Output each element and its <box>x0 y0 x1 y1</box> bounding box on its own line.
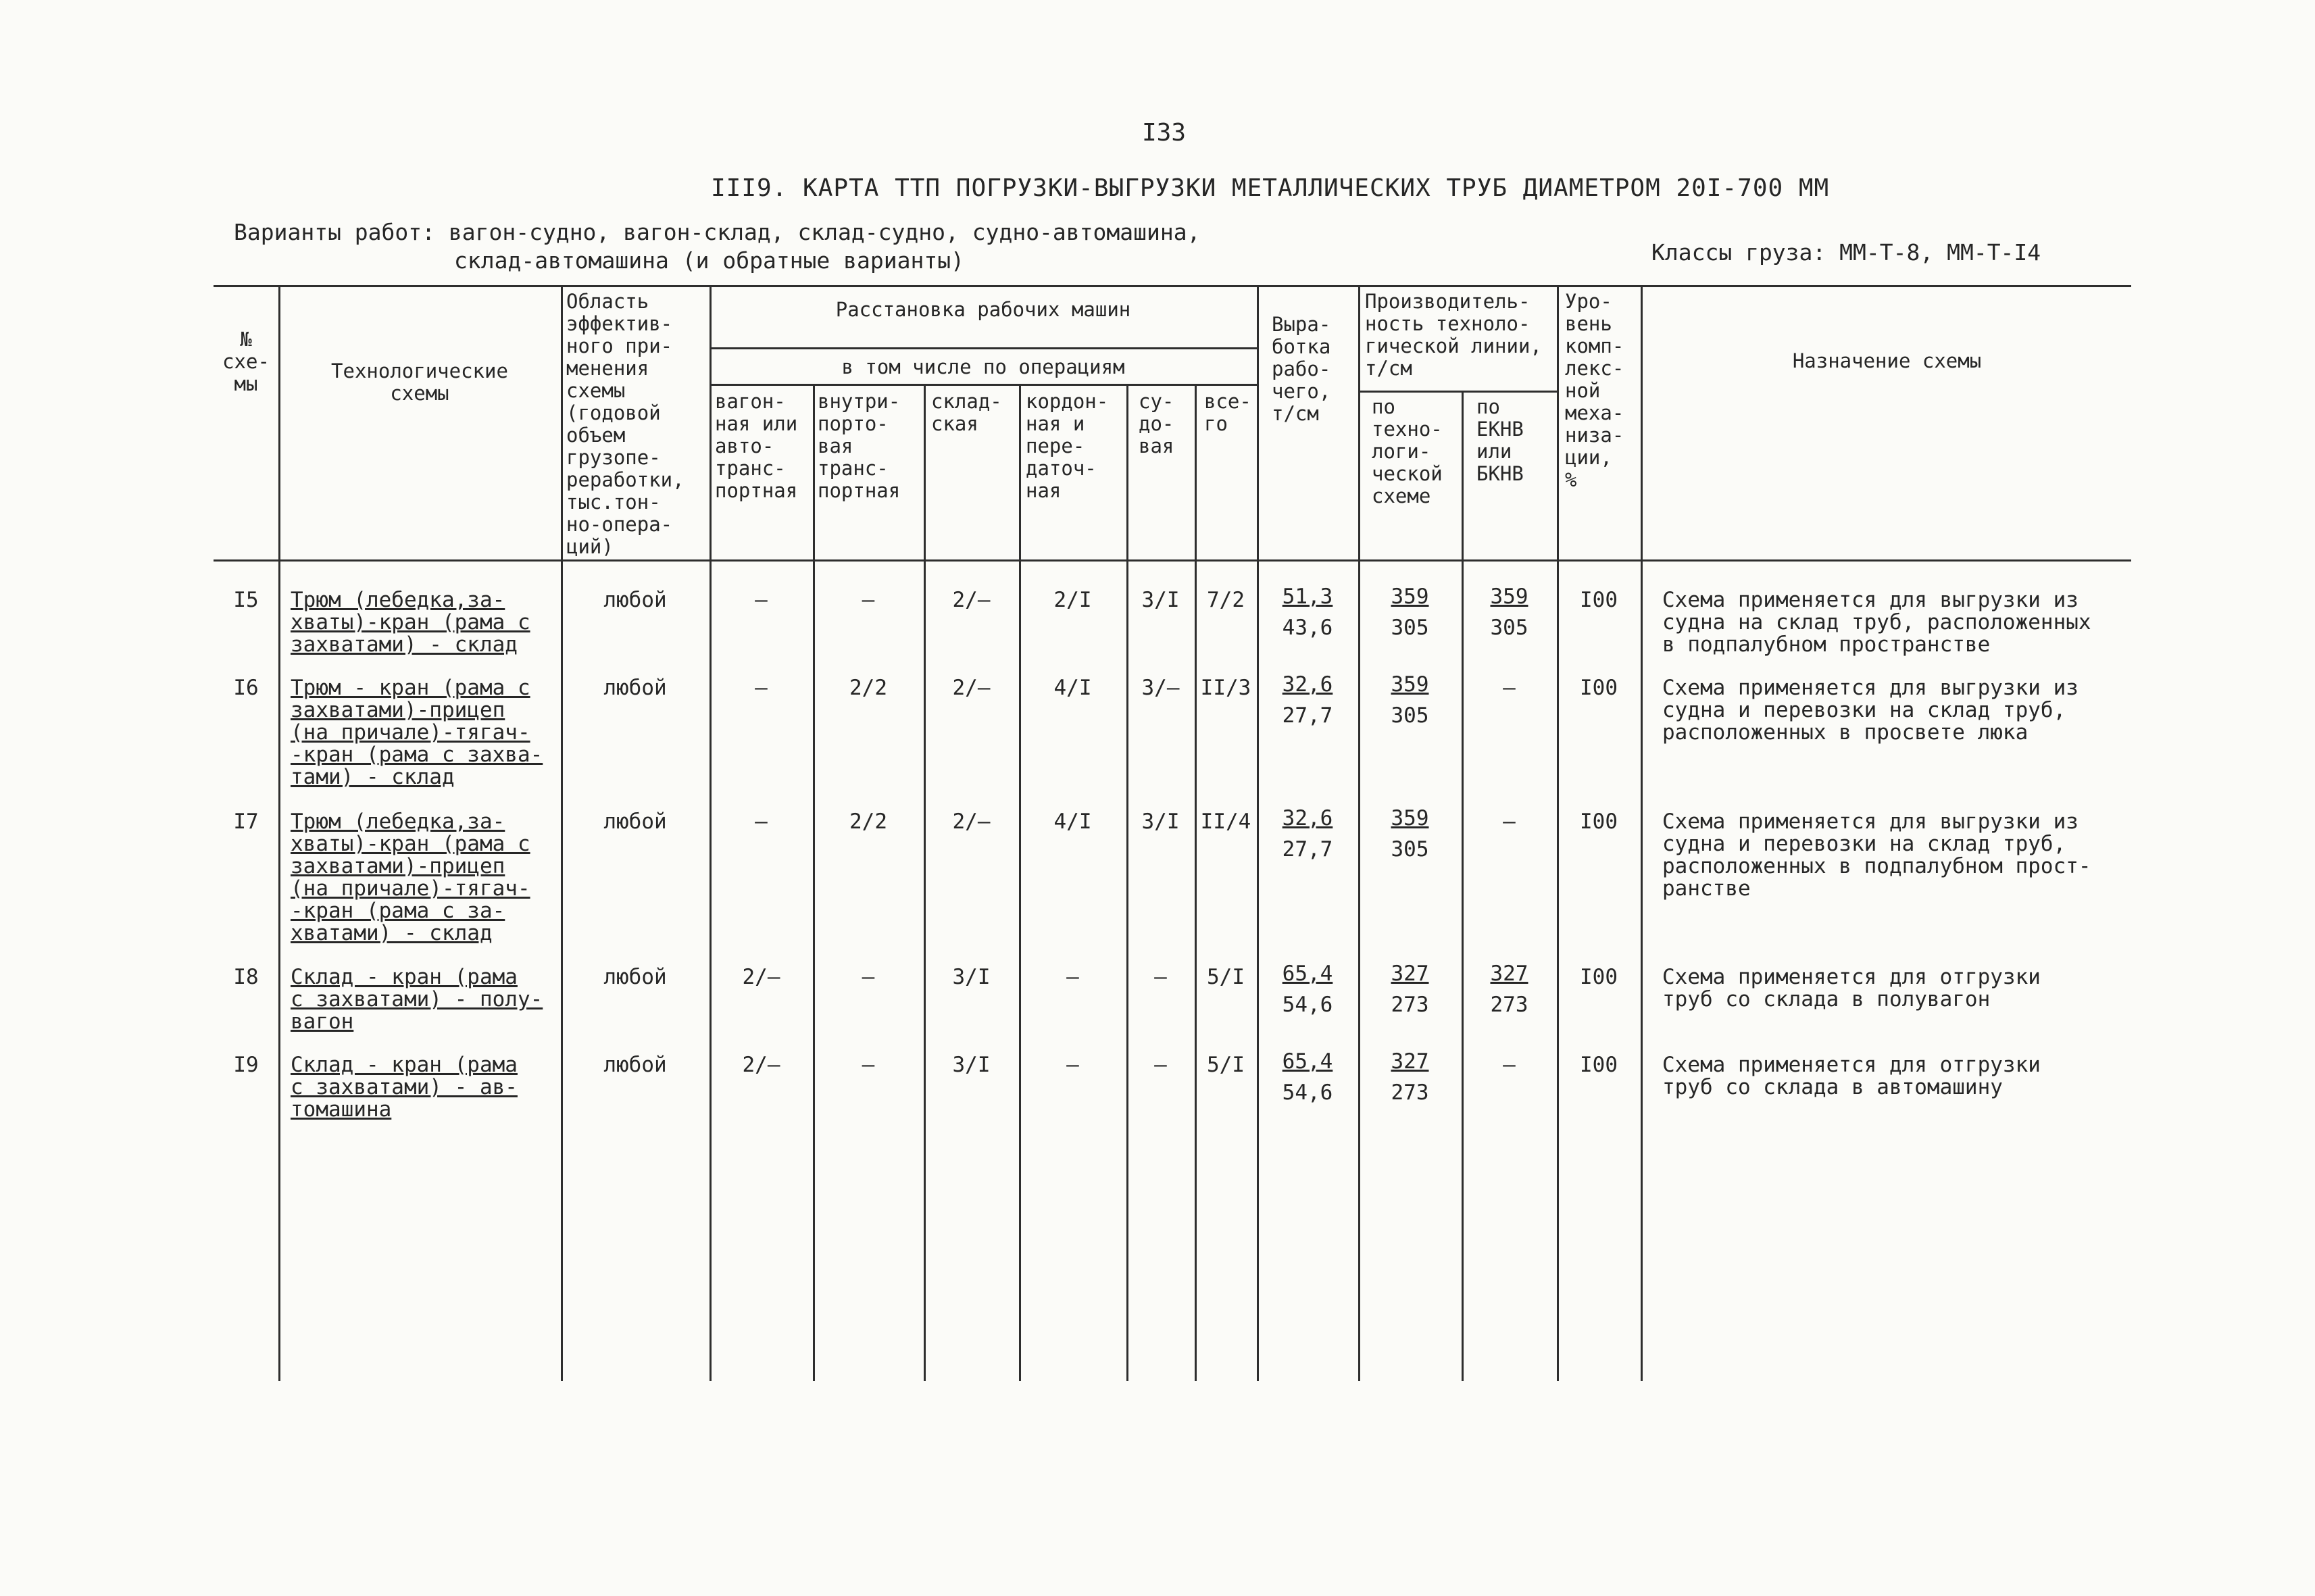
row-19-output-bottom: 54,6 <box>1282 1080 1333 1105</box>
col-rule-op-cordon <box>1126 384 1128 1381</box>
header-op-cordon: кордон- ная и пере- даточ- ная <box>1026 390 1109 502</box>
row-16-purpose: Схема применяется для выгрузки из судна и перевозки на склад труб, расположенных в просвете люка <box>1662 676 2078 745</box>
operations-subheader-rule <box>710 384 1257 386</box>
header-mechanization-level: Уро- вень комп- лекс- ной меха- низа- ции, % <box>1565 290 1624 491</box>
col-rule-op-ship <box>1195 384 1197 1381</box>
row-18-prod-scheme <box>1358 958 1462 1020</box>
header-prod-by-eknv: по ЕКНВ или БКНВ <box>1476 395 1524 485</box>
row-19-prod-scheme-bottom: 273 <box>1391 1080 1429 1105</box>
row-19-op-internal: – <box>862 1053 875 1077</box>
col-rule-scheme <box>561 285 563 1381</box>
row-18-total: 5/I <box>1207 965 1245 989</box>
row-19-mech-level: I00 <box>1580 1053 1618 1077</box>
col-rule-op-wagon <box>813 384 815 1381</box>
page-number: I33 <box>1142 119 1187 147</box>
row-15-scheme: Трюм (лебедка,за- хваты)-кран (рама с захватами) - склад <box>291 588 530 657</box>
table-top-rule <box>214 285 2131 287</box>
placement-subheader-rule <box>710 347 1257 349</box>
row-15-op-wagon: – <box>755 588 768 612</box>
cargo-classes: Классы груза: ММ-Т-8, ММ-Т-I4 <box>1651 239 2041 266</box>
row-16-output-top: 32,6 <box>1282 672 1333 697</box>
productivity-subheader-rule <box>1358 391 1557 393</box>
row-19-total: 5/I <box>1207 1053 1245 1077</box>
row-15-prod-scheme <box>1358 581 1462 643</box>
col-rule-op-warehouse <box>1019 384 1021 1381</box>
row-19-op-ship: – <box>1154 1053 1167 1077</box>
row-18-purpose: Схема применяется для отгрузки труб со склада в полувагон <box>1662 965 2041 1012</box>
row-16-area: любой <box>603 676 667 700</box>
header-prod-by-scheme: по техно- логи- ческой схеме <box>1372 395 1443 507</box>
row-18-output <box>1257 958 1358 1020</box>
row-16-prod-scheme-bottom: 305 <box>1391 703 1429 728</box>
header-op-warehouse: склад- ская <box>931 390 1002 435</box>
col-rule-op-internal <box>924 384 926 1381</box>
header-technological-schemes: Технологические схемы <box>331 359 508 405</box>
row-15-output-bottom: 43,6 <box>1282 616 1333 640</box>
row-18-op-warehouse: 3/I <box>952 965 991 989</box>
row-15-op-warehouse: 2/– <box>952 588 991 612</box>
row-19-op-cordon: – <box>1066 1053 1079 1077</box>
row-15-op-ship: 3/I <box>1141 588 1180 612</box>
row-15-prod-eknv-top: 359 <box>1490 584 1528 609</box>
header-line-productivity: Производитель- ность техноло- гической линии, т/см <box>1365 290 1542 380</box>
col-rule-mech <box>1641 285 1643 1381</box>
row-18-prod-eknv-top: 327 <box>1490 962 1528 986</box>
row-17-output-bottom: 27,7 <box>1282 837 1333 862</box>
row-19-number: I9 <box>233 1053 259 1077</box>
row-18-number: I8 <box>233 965 259 989</box>
row-17-mech-level: I00 <box>1580 809 1618 834</box>
row-15-area: любой <box>603 588 667 612</box>
header-including-operations: в том числе по операциям <box>841 355 1125 378</box>
work-variants-line-2: склад-автомашина (и обратные варианты) <box>454 247 964 274</box>
row-17-prod-scheme <box>1358 803 1462 865</box>
row-17-prod-scheme-bottom: 305 <box>1391 837 1429 862</box>
row-18-output-bottom: 54,6 <box>1282 993 1333 1017</box>
row-19-output <box>1257 1046 1358 1108</box>
row-17-op-internal: 2/2 <box>849 809 887 834</box>
row-15-op-internal: – <box>862 588 875 612</box>
row-18-scheme: Склад - кран (рама с захватами) - полу- вагон <box>291 965 543 1034</box>
row-17-total: II/4 <box>1200 809 1251 834</box>
document-title: III9. КАРТА ТТП ПОГРУЗКИ-ВЫГРУЗКИ МЕТАЛЛИЧЕСКИХ ТРУБ ДИАМЕТРОМ 20I-700 ММ <box>711 174 1830 202</box>
row-16-prod-eknv: – <box>1503 676 1516 700</box>
header-op-wagon: вагон- ная или авто- транс- портная <box>715 390 798 502</box>
row-17-output-top: 32,6 <box>1282 806 1333 830</box>
row-17-number: I7 <box>233 809 259 834</box>
row-16-output <box>1257 669 1358 731</box>
row-19-scheme: Склад - кран (рама с захватами) - ав- томашина <box>291 1053 518 1122</box>
header-op-ship: су- до- вая <box>1139 390 1174 457</box>
row-17-prod-scheme-top: 359 <box>1391 806 1429 830</box>
row-19-prod-scheme-top: 327 <box>1391 1049 1429 1074</box>
col-rule-no <box>278 285 280 1381</box>
row-17-prod-eknv: – <box>1503 809 1516 834</box>
row-16-total: II/3 <box>1200 676 1251 700</box>
row-15-prod-eknv-bottom: 305 <box>1490 616 1528 640</box>
row-18-prod-eknv <box>1462 958 1557 1020</box>
row-15-mech-level: I00 <box>1580 588 1618 612</box>
row-16-prod-scheme <box>1358 669 1462 731</box>
row-18-prod-scheme-bottom: 273 <box>1391 993 1429 1017</box>
header-scheme-number: № схе- мы <box>222 328 270 395</box>
header-application-area: Область эффектив- ного при- менения схемы (годовой объем грузопе- реработки, тыс.тон- но-опера- ций) <box>566 290 684 558</box>
row-16-op-cordon: 4/I <box>1053 676 1092 700</box>
row-18-op-cordon: – <box>1066 965 1079 989</box>
row-16-prod-scheme-top: 359 <box>1391 672 1429 697</box>
row-19-op-wagon: 2/– <box>742 1053 780 1077</box>
row-15-output <box>1257 581 1358 643</box>
row-18-op-wagon: 2/– <box>742 965 780 989</box>
row-16-op-internal: 2/2 <box>849 676 887 700</box>
row-18-output-top: 65,4 <box>1282 962 1333 986</box>
col-rule-prod-scheme <box>1462 391 1464 1381</box>
row-17-scheme: Трюм (лебедка,за- хваты)-кран (рама с захватами)-прицеп (на причале)-тягач- -кран (рама с за- хватами) - склад <box>291 809 530 945</box>
col-rule-area <box>710 285 712 1381</box>
header-bottom-rule <box>214 559 2131 562</box>
row-15-prod-eknv <box>1462 581 1557 643</box>
row-17-output <box>1257 803 1358 865</box>
row-18-op-ship: – <box>1154 965 1167 989</box>
row-15-prod-scheme-bottom: 305 <box>1391 616 1429 640</box>
row-17-op-cordon: 4/I <box>1053 809 1092 834</box>
row-18-area: любой <box>603 965 667 989</box>
row-16-output-bottom: 27,7 <box>1282 703 1333 728</box>
row-16-scheme: Трюм - кран (рама с захватами)-прицеп (на причале)-тягач- -кран (рама с захва- тами) - склад <box>291 676 543 789</box>
header-scheme-purpose: Назначение схемы <box>1792 349 1982 372</box>
header-machine-placement: Расстановка рабочих машин <box>835 298 1131 321</box>
row-15-prod-scheme-top: 359 <box>1391 584 1429 609</box>
row-15-output-top: 51,3 <box>1282 584 1333 609</box>
row-15-total: 7/2 <box>1207 588 1245 612</box>
row-18-prod-scheme-top: 327 <box>1391 962 1429 986</box>
row-15-op-cordon: 2/I <box>1053 588 1092 612</box>
row-18-mech-level: I00 <box>1580 965 1618 989</box>
row-16-op-wagon: – <box>755 676 768 700</box>
row-19-output-top: 65,4 <box>1282 1049 1333 1074</box>
row-16-op-warehouse: 2/– <box>952 676 991 700</box>
row-19-purpose: Схема применяется для отгрузки труб со склада в автомашину <box>1662 1053 2041 1099</box>
row-15-purpose: Схема применяется для выгрузки из судна на склад труб, расположенных в подпалубном пространстве <box>1662 588 2091 657</box>
row-19-prod-scheme <box>1358 1046 1462 1108</box>
row-16-op-ship: 3/– <box>1141 676 1180 700</box>
header-worker-output: Выра- ботка рабо- чего, т/см <box>1272 313 1331 425</box>
row-18-op-internal: – <box>862 965 875 989</box>
header-total: все- го <box>1204 390 1251 435</box>
row-19-op-warehouse: 3/I <box>952 1053 991 1077</box>
row-17-op-wagon: – <box>755 809 768 834</box>
header-op-internal-port: внутри- порто- вая транс- портная <box>818 390 901 502</box>
row-17-area: любой <box>603 809 667 834</box>
row-16-number: I6 <box>233 676 259 700</box>
row-19-area: любой <box>603 1053 667 1077</box>
row-17-op-ship: 3/I <box>1141 809 1180 834</box>
work-variants-line-1: Варианты работ: вагон-судно, вагон-склад, склад-судно, судно-автомашина, <box>234 219 1201 245</box>
row-16-mech-level: I00 <box>1580 676 1618 700</box>
row-17-purpose: Схема применяется для выгрузки из судна и перевозки на склад труб, расположенных в подпалубном прост- ранстве <box>1662 809 2091 901</box>
row-18-prod-eknv-bottom: 273 <box>1490 993 1528 1017</box>
row-15-number: I5 <box>233 588 259 612</box>
row-19-prod-eknv: – <box>1503 1053 1516 1077</box>
row-17-op-warehouse: 2/– <box>952 809 991 834</box>
col-rule-prod-eknv <box>1557 285 1559 1381</box>
